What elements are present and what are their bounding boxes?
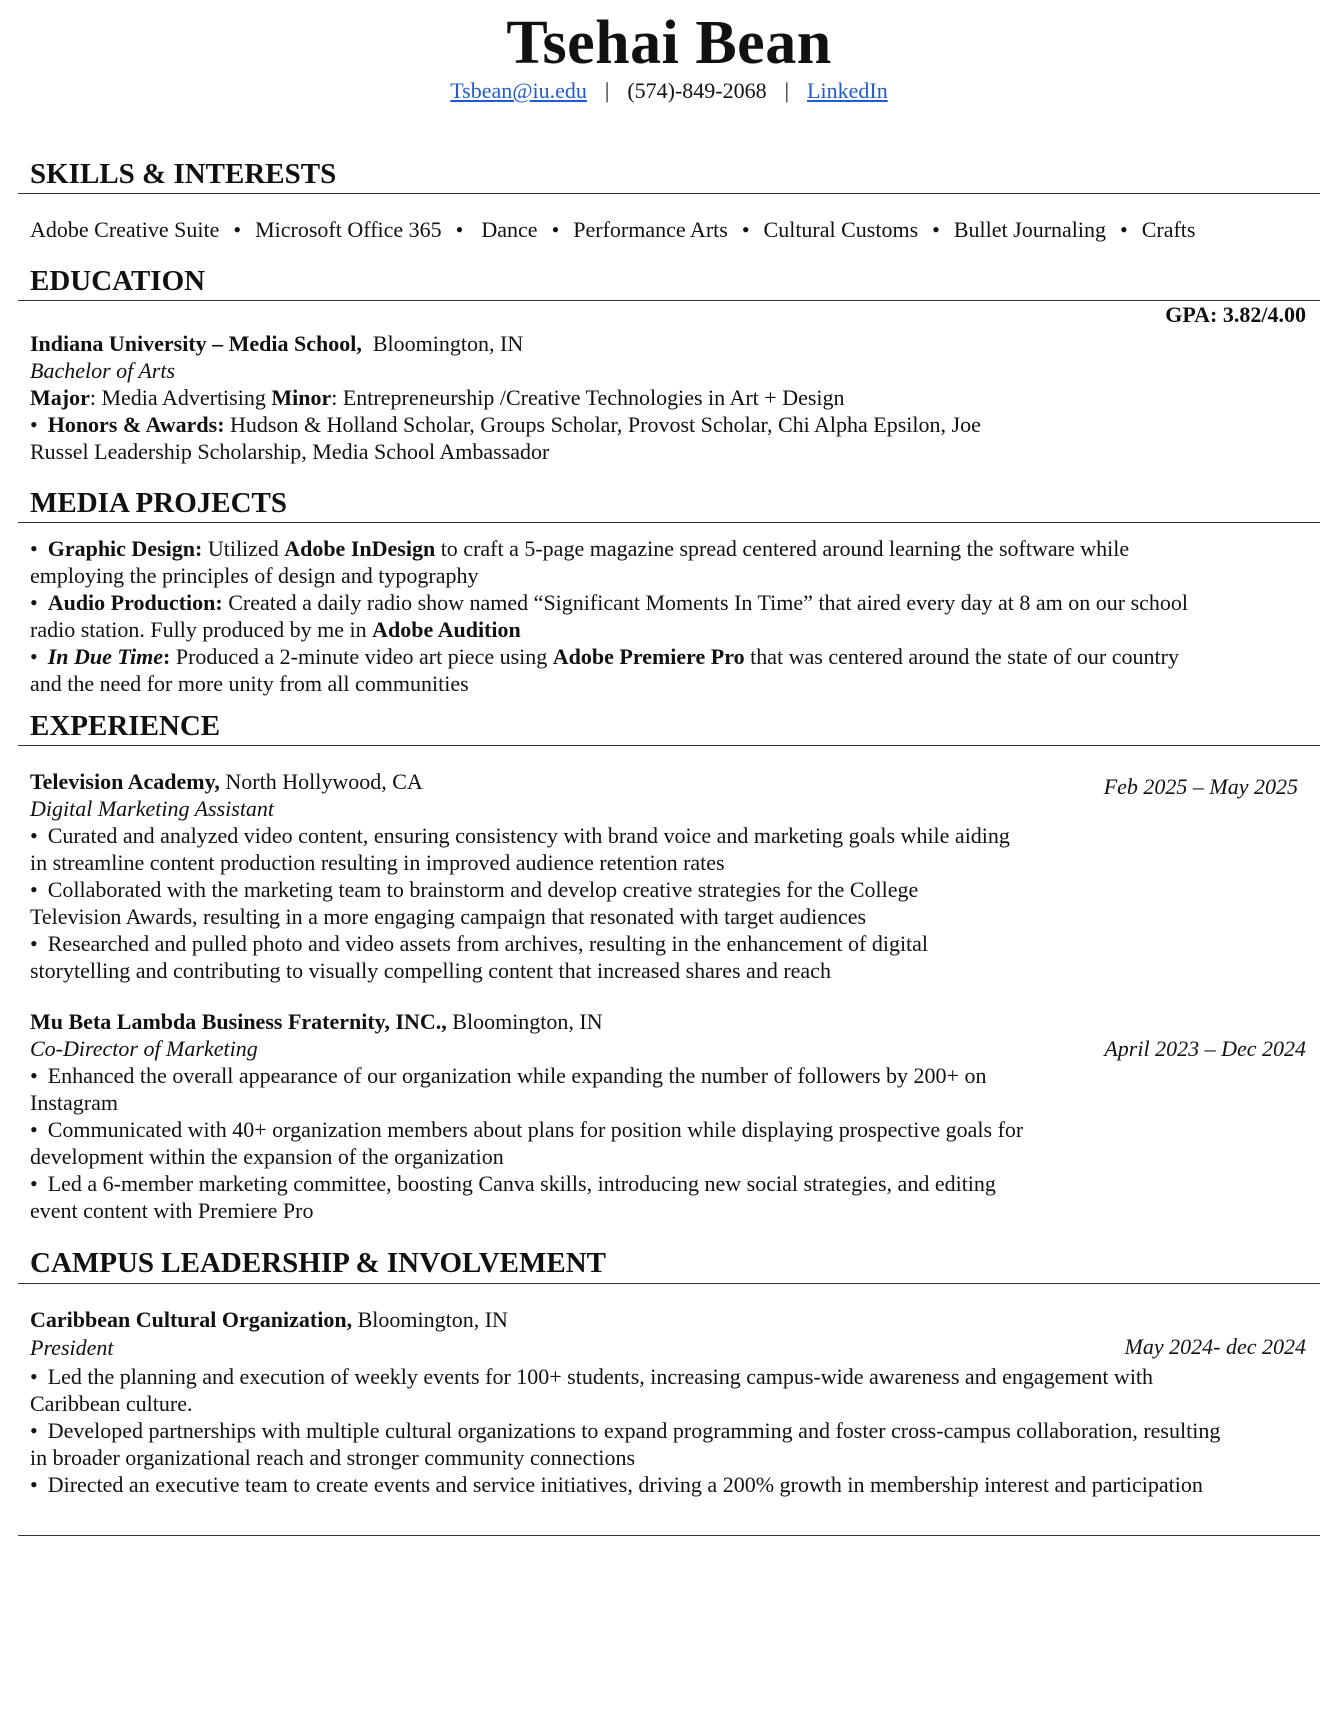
job-bullet-cont: in streamline content production resulting in improved audience retention rates (30, 850, 725, 875)
job-bullet-cont: Instagram (30, 1090, 118, 1115)
job-bullet (30, 876, 918, 903)
job-role: Co-Director of Marketing (30, 1036, 258, 1061)
skill-item: Dance (481, 217, 538, 242)
bullet: • (30, 1472, 38, 1497)
bullet-text: Communicated with 40+ organization members about plans for position while displaying prospective goals for (47, 1117, 1024, 1142)
skill-item: Performance Arts (573, 217, 728, 242)
minor-value: : Entrepreneurship /Creative Technologies in Art + Design (331, 385, 845, 410)
org-location: Bloomington, IN (352, 1307, 508, 1332)
bullet-text: Curated and analyzed video content, ensuring consistency with brand voice and marketing goals while aiding (47, 823, 1010, 848)
project-line (30, 589, 1188, 616)
job-bullet-cont: Television Awards, resulting in a more engaging campaign that resonated with target audiences (30, 904, 867, 929)
school-name: Indiana University – Media School, (30, 331, 362, 356)
bullet: • (30, 931, 38, 956)
software-name: Adobe Audition (372, 617, 521, 642)
job-dates: April 2023 – Dec 2024 (1104, 1036, 1306, 1061)
skills-section-title: SKILLS & INTERESTS (30, 158, 337, 190)
project-line (30, 616, 521, 643)
software-name: Adobe Premiere Pro (552, 644, 745, 669)
skill-item: Cultural Customs (763, 217, 919, 242)
degree: Bachelor of Arts (30, 358, 176, 383)
org-name: Caribbean Cultural Organization, (30, 1307, 353, 1332)
skill-item: Bullet Journaling (953, 217, 1107, 242)
org-role: President (30, 1335, 114, 1360)
skill-separator: • (932, 217, 940, 242)
honors-line-2: Russel Leadership Scholarship, Media School Ambassador (30, 439, 550, 464)
bullet-text: Led a 6-member marketing committee, boosting Canva skills, introducing new social strategies, and editing (47, 1171, 996, 1196)
skill-item: Microsoft Office 365 (255, 217, 442, 242)
skill-item: Adobe Creative Suite (30, 217, 220, 242)
education-section-title: EDUCATION (30, 265, 206, 297)
contact-separator: | (604, 78, 610, 103)
skill-item: Crafts (1141, 217, 1196, 242)
project-line: and the need for more unity from all communities (30, 671, 469, 696)
org-dates: May 2024- dec 2024 (1124, 1334, 1306, 1359)
skill-separator: • (551, 217, 560, 242)
bullet-text: Collaborated with the marketing team to brainstorm and develop creative strategies for the College (47, 877, 919, 902)
project-text: that was centered around the state of our country (744, 644, 1179, 669)
org-bullet (30, 1417, 1220, 1444)
bullet-text: Directed an executive team to create events and service initiatives, driving a 200% growth in membership interest and participation (47, 1472, 1203, 1497)
bullet: • (30, 644, 38, 669)
job-header (30, 1008, 603, 1035)
bullet-text: Enhanced the overall appearance of our organization while expanding the number of followers by 200+ on (47, 1063, 987, 1088)
footer-divider (18, 1535, 1320, 1536)
job-bullet (30, 1116, 1023, 1143)
employer-location: Bloomington, IN (446, 1009, 603, 1034)
gpa: GPA: 3.82/4.00 (1165, 302, 1306, 327)
project-text: Created a daily radio show named “Significant Moments In Time” that aired every day at 8 am on our school (222, 590, 1189, 615)
section-divider (18, 300, 1320, 301)
bullet: • (30, 1171, 38, 1196)
experience-section-title: EXPERIENCE (30, 710, 221, 742)
section-divider (18, 522, 1320, 523)
phone-number: (574)-849-2068 (627, 78, 767, 103)
project-label: Graphic Design: (47, 536, 203, 561)
school-line (30, 330, 523, 357)
project-line (30, 643, 1179, 670)
email-link[interactable]: Tsbean@iu.edu (450, 78, 587, 103)
media-projects-section-title: MEDIA PROJECTS (30, 487, 288, 519)
contact-separator: | (784, 78, 790, 103)
bullet: • (30, 1117, 38, 1142)
section-divider (18, 1283, 1320, 1284)
major-value: : Media Advertising (89, 385, 272, 410)
skills-list (30, 216, 1195, 243)
project-label-colon: : (163, 644, 171, 669)
resume-name: Tsehai Bean (506, 9, 832, 77)
honors-text: Hudson & Holland Scholar, Groups Scholar, Provost Scholar, Chi Alpha Epsilon, Joe (230, 412, 981, 437)
section-divider (18, 745, 1320, 746)
bullet: • (30, 1063, 38, 1088)
job-bullet (30, 1170, 996, 1197)
project-text: Produced a 2-minute video art piece using (170, 644, 553, 669)
employer-name: Mu Beta Lambda Business Fraternity, INC., (30, 1009, 447, 1034)
bullet: • (30, 823, 38, 848)
job-bullet (30, 930, 928, 957)
job-bullet-cont: event content with Premiere Pro (30, 1198, 314, 1223)
project-text: to craft a 5-page magazine spread centered around learning the software while (435, 536, 1130, 561)
job-bullet-cont: storytelling and contributing to visually compelling content that increased shares and reach (30, 958, 831, 983)
org-header (30, 1306, 508, 1333)
job-bullet-cont: development within the expansion of the organization (30, 1144, 504, 1169)
section-divider (18, 193, 1320, 194)
skill-separator: • (741, 217, 750, 242)
honors-line (30, 411, 981, 438)
job-role: Digital Marketing Assistant (30, 796, 275, 821)
org-bullet-cont: in broader organizational reach and stronger community connections (30, 1445, 635, 1470)
job-header (30, 768, 423, 795)
job-bullet (30, 822, 1010, 849)
bullet: • (30, 1418, 38, 1443)
bullet: • (30, 877, 38, 902)
school-location: Bloomington, IN (372, 331, 524, 356)
leadership-section-title: CAMPUS LEADERSHIP & INVOLVEMENT (30, 1247, 607, 1279)
contact-line (0, 78, 1338, 104)
org-bullet (30, 1471, 1203, 1498)
software-name: Adobe InDesign (284, 536, 436, 561)
project-text: radio station. Fully produced by me in (30, 617, 373, 642)
skill-separator: • (233, 217, 242, 242)
employer-location: North Hollywood, CA (219, 769, 423, 794)
honors-label: Honors & Awards: (47, 412, 225, 437)
project-label: In Due Time (47, 644, 163, 669)
org-bullet (30, 1363, 1153, 1390)
bullet: • (30, 412, 38, 437)
linkedin-link[interactable]: LinkedIn (807, 78, 888, 103)
bullet: • (30, 536, 38, 561)
skill-separator: • (455, 217, 464, 242)
major-label: Major (30, 385, 90, 410)
major-minor-line (30, 384, 845, 411)
skill-separator: • (1120, 217, 1128, 242)
bullet-text: Developed partnerships with multiple cultural organizations to expand programming and foster cross-campus collaboration, resulting (47, 1418, 1221, 1443)
project-line: employing the principles of design and typography (30, 563, 479, 588)
employer-name: Television Academy, (30, 769, 220, 794)
org-bullet-cont: Caribbean culture. (30, 1391, 193, 1416)
project-text: Utilized (202, 536, 285, 561)
bullet: • (30, 590, 38, 615)
bullet-text: Led the planning and execution of weekly events for 100+ students, increasing campus-wide awareness and engagement with (47, 1364, 1154, 1389)
job-dates: Feb 2025 – May 2025 (1103, 774, 1298, 799)
bullet-text: Researched and pulled photo and video assets from archives, resulting in the enhancement of digital (47, 931, 929, 956)
job-bullet (30, 1062, 986, 1089)
project-label: Audio Production: (47, 590, 223, 615)
bullet: • (30, 1364, 38, 1389)
project-line (30, 535, 1129, 562)
minor-label: Minor (271, 385, 332, 410)
